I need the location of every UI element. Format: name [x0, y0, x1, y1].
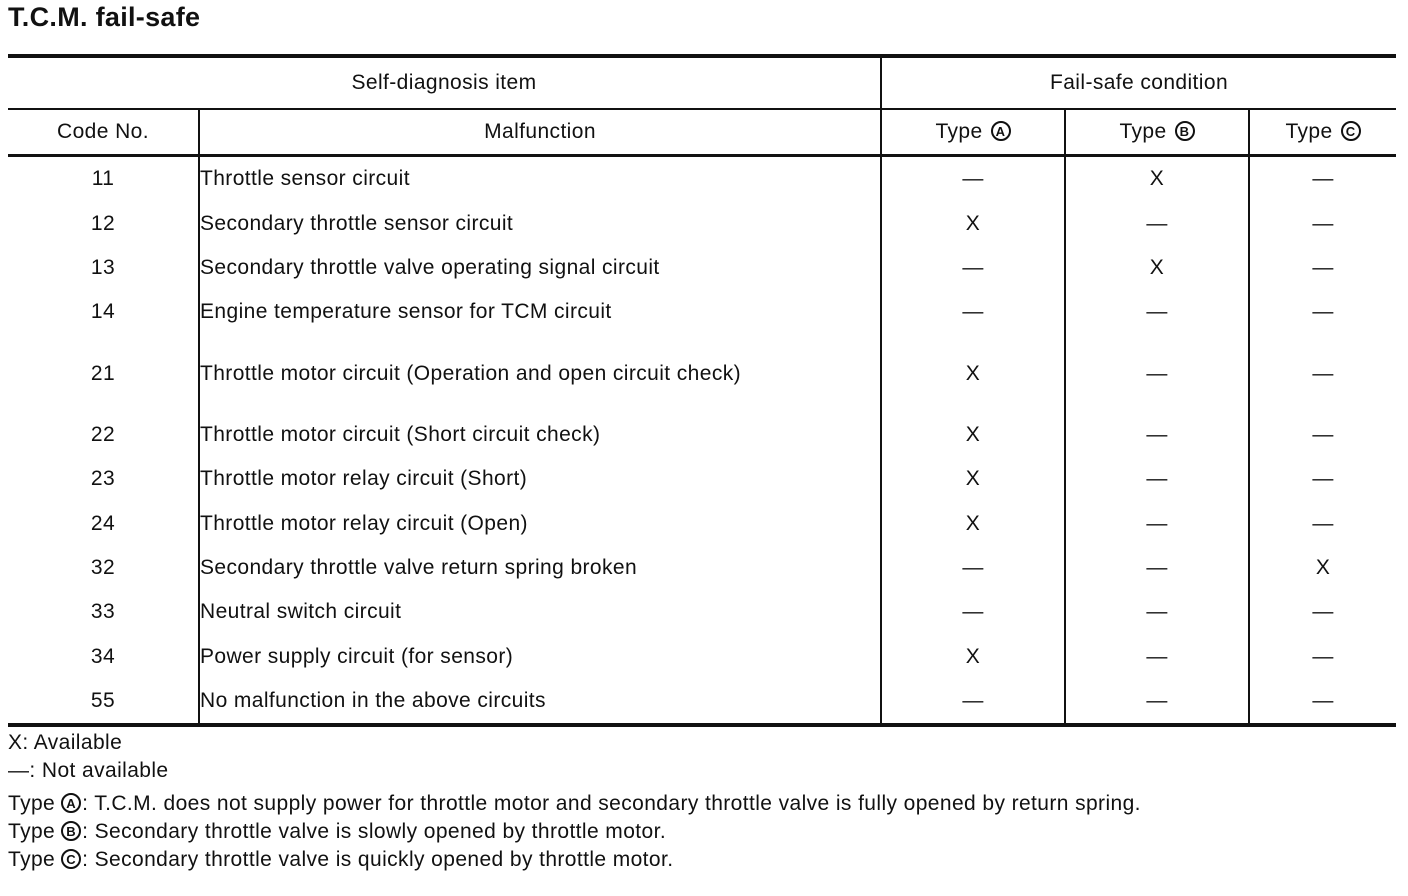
code-no-header: Code No.	[8, 109, 199, 156]
code-cell: 11	[91, 167, 115, 191]
malfunction-cell: Secondary throttle valve operating signal circuit	[199, 246, 881, 290]
type-c-cell: —	[1249, 413, 1396, 457]
type-b-header	[1065, 109, 1249, 156]
code-cell: 32	[90, 555, 116, 579]
type-a-cell: —	[881, 156, 1065, 202]
code-cell: 12	[90, 211, 116, 235]
type-b-word: Type	[1119, 120, 1167, 143]
type-c-cell: —	[1249, 590, 1396, 634]
type-a-cell: X	[881, 635, 1065, 679]
table-row	[8, 335, 1396, 413]
type-b-cell: X	[1065, 246, 1249, 290]
malfunction-cell: Secondary throttle valve return spring broken	[199, 546, 881, 590]
type-c-cell: —	[1249, 501, 1396, 545]
type-c-cell: —	[1249, 635, 1396, 679]
type-a-cell: —	[881, 290, 1065, 334]
type-b-cell: —	[1065, 679, 1249, 725]
code-cell: 34	[90, 644, 116, 668]
legend-not-available	[8, 759, 169, 783]
malfunction-header: Malfunction	[199, 109, 881, 156]
type-b-cell: —	[1065, 501, 1249, 545]
code-cell: 22	[90, 422, 116, 446]
type-a-cell: X	[881, 201, 1065, 245]
type-c-cell: —	[1249, 156, 1396, 202]
malfunction-cell: Throttle motor relay circuit (Short)	[199, 457, 881, 501]
table-row	[8, 546, 1396, 590]
table-row	[8, 156, 1396, 202]
malfunction-cell: Power supply circuit (for sensor)	[199, 635, 881, 679]
legend-dash-label: —:	[8, 759, 36, 782]
legend-x-text: Available	[33, 731, 123, 754]
type-a-cell: —	[881, 246, 1065, 290]
type-c-cell: —	[1249, 679, 1396, 725]
type-b-cell: —	[1065, 635, 1249, 679]
type-c-cell: —	[1249, 335, 1396, 413]
type-a-word: Type	[935, 120, 983, 143]
type-c-cell: X	[1249, 546, 1396, 590]
legend-type-a-text: : T.C.M. does not supply power for throttle motor and secondary throttle valve is fully opened by return spring.	[82, 792, 1141, 815]
type-b-cell: —	[1065, 290, 1249, 334]
code-cell: 21	[90, 361, 116, 385]
type-a-cell: —	[881, 590, 1065, 634]
code-cell: 55	[90, 689, 116, 713]
legend-type-c	[8, 848, 673, 872]
type-c-cell: —	[1249, 290, 1396, 334]
malfunction-cell: Secondary throttle sensor circuit	[199, 201, 881, 245]
legend-available	[8, 731, 122, 755]
legend-type-b-word: Type	[8, 820, 56, 843]
malfunction-cell: Throttle motor circuit (Operation and open circuit check)	[199, 335, 881, 413]
code-cell: 14	[90, 300, 116, 324]
type-a-header	[881, 109, 1065, 156]
circled-c-icon: C	[1341, 121, 1361, 141]
type-a-cell: —	[881, 679, 1065, 725]
type-a-cell: X	[881, 501, 1065, 545]
code-cell: 23	[90, 467, 116, 491]
table-row	[8, 635, 1396, 679]
type-b-cell: —	[1065, 201, 1249, 245]
malfunction-cell: No malfunction in the above circuits	[199, 679, 881, 725]
table-row	[8, 290, 1396, 334]
malfunction-cell: Neutral switch circuit	[199, 590, 881, 634]
table-row	[8, 201, 1396, 245]
malfunction-cell: Throttle motor circuit (Short circuit check)	[199, 413, 881, 457]
fail-safe-table	[8, 54, 1396, 727]
type-c-cell: —	[1249, 246, 1396, 290]
type-b-cell: —	[1065, 413, 1249, 457]
table-row	[8, 590, 1396, 634]
code-cell: 24	[90, 511, 116, 535]
type-b-cell: —	[1065, 457, 1249, 501]
code-cell: 13	[90, 255, 116, 279]
table-row	[8, 679, 1396, 725]
type-c-cell: —	[1249, 201, 1396, 245]
legend-x-label: X:	[8, 731, 29, 754]
legend-type-c-word: Type	[8, 848, 56, 871]
type-c-header	[1249, 109, 1396, 156]
legend-dash-text: Not available	[41, 759, 169, 782]
table-row	[8, 413, 1396, 457]
type-b-cell: —	[1065, 546, 1249, 590]
type-a-cell: X	[881, 413, 1065, 457]
legend-type-c-text: : Secondary throttle valve is quickly opened by throttle motor.	[82, 848, 674, 871]
page-title: T.C.M. fail-safe	[8, 2, 201, 32]
type-a-cell: X	[881, 457, 1065, 501]
legend-type-b-text: : Secondary throttle valve is slowly opened by throttle motor.	[82, 820, 667, 843]
legend-type-a	[8, 792, 1141, 816]
type-a-cell: X	[881, 335, 1065, 413]
legend-type-b	[8, 820, 666, 844]
circled-b-icon: B	[61, 821, 81, 841]
type-b-cell: —	[1065, 335, 1249, 413]
malfunction-cell: Engine temperature sensor for TCM circuit	[199, 290, 881, 334]
circled-a-icon: A	[61, 793, 81, 813]
circled-a-icon: A	[991, 121, 1011, 141]
type-c-word: Type	[1285, 120, 1333, 143]
type-c-cell: —	[1249, 457, 1396, 501]
fail-safe-header: Fail-safe condition	[881, 56, 1396, 109]
malfunction-cell: Throttle sensor circuit	[199, 156, 881, 202]
circled-c-icon: C	[61, 849, 81, 869]
malfunction-cell: Throttle motor relay circuit (Open)	[199, 501, 881, 545]
table-row	[8, 246, 1396, 290]
circled-b-icon: B	[1175, 121, 1195, 141]
table-row	[8, 457, 1396, 501]
table-row	[8, 501, 1396, 545]
type-b-cell: —	[1065, 590, 1249, 634]
legend-type-a-word: Type	[8, 792, 56, 815]
self-diagnosis-header: Self-diagnosis item	[8, 56, 881, 109]
type-b-cell: X	[1065, 156, 1249, 202]
code-cell: 33	[90, 600, 116, 624]
type-a-cell: —	[881, 546, 1065, 590]
